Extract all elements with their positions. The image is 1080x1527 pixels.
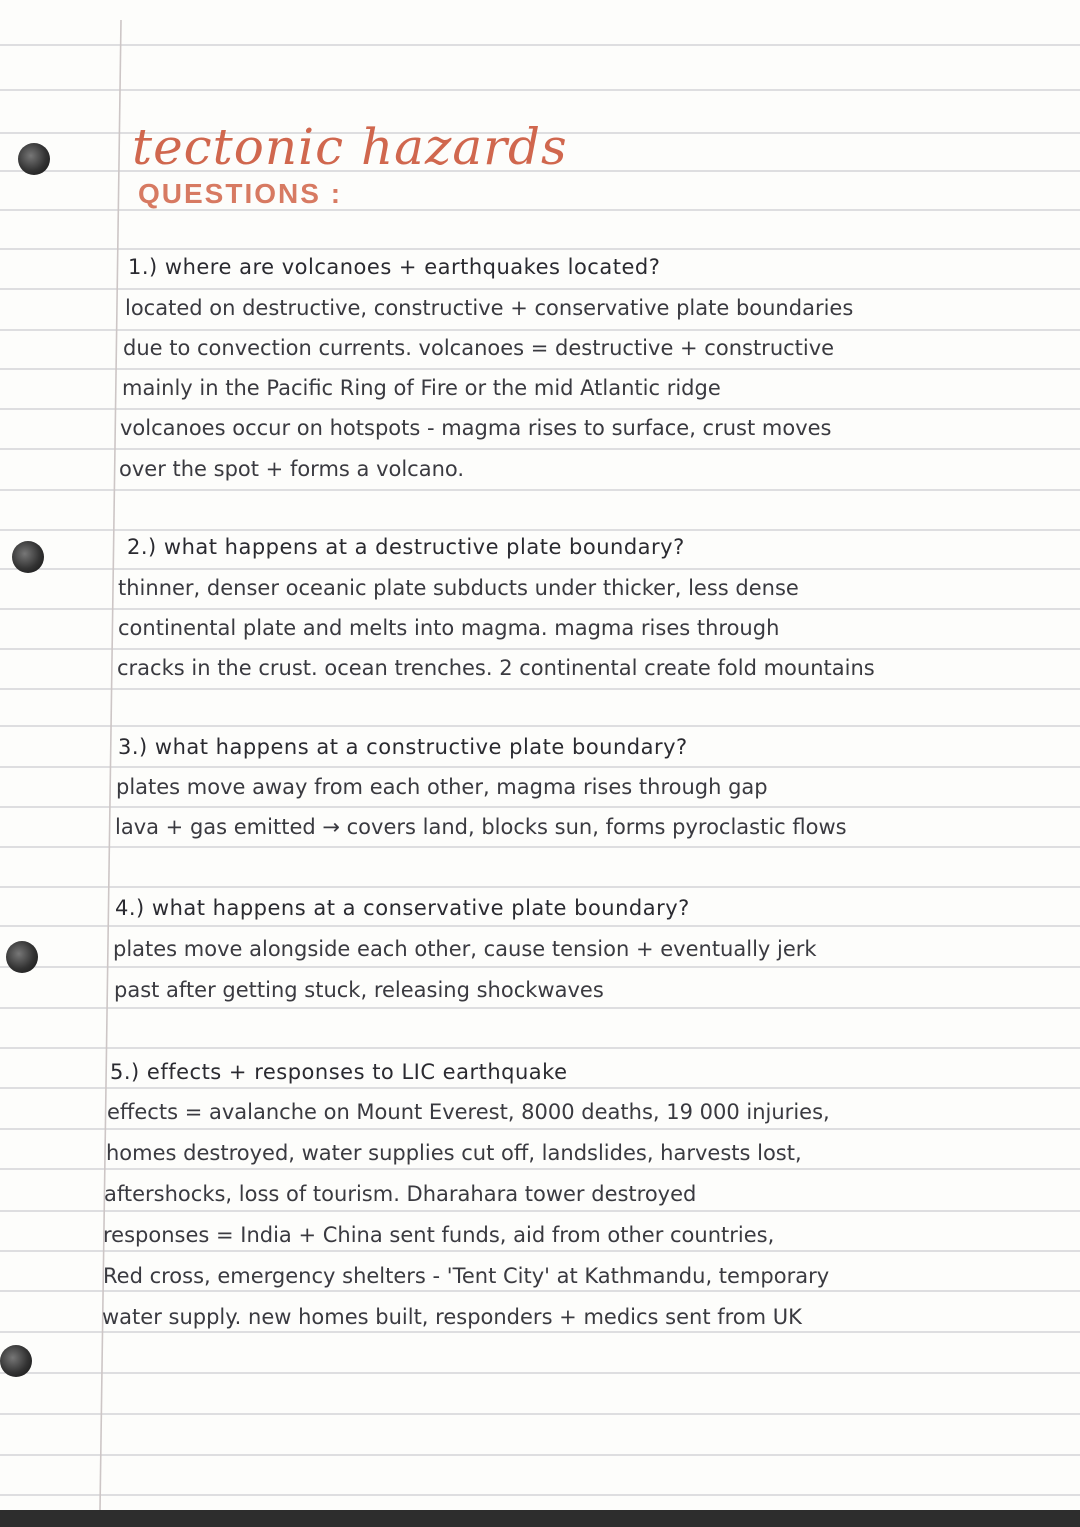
answer-line: cracks in the crust. ocean trenches. 2 continental create fold mountains [117,656,875,680]
answer-line: thinner, denser oceanic plate subducts under thicker, less dense [118,576,799,600]
answer-line: effects = avalanche on Mount Everest, 8000 deaths, 19 000 injuries, [107,1100,830,1124]
answer-line: water supply. new homes built, responders + medics sent from UK [102,1305,802,1329]
answer-line: due to convection currents. volcanoes = destructive + constructive [123,336,835,360]
question-4: 4.) what happens at a conservative plate boundary? [115,896,690,920]
answer-line: continental plate and melts into magma. magma rises through [118,616,780,640]
answer-line: aftershocks, loss of tourism. Dharahara tower destroyed [104,1182,697,1206]
punch-hole [12,541,44,573]
page-subtitle: QUESTIONS : [138,178,343,209]
answer-line: lava + gas emitted → covers land, blocks sun, forms pyroclastic flows [115,815,847,839]
punch-hole [6,941,38,973]
answer-line: located on destructive, constructive + conservative plate boundaries [125,296,854,320]
answer-line: volcanoes occur on hotspots - magma rises to surface, crust moves [120,416,832,440]
answer-line: past after getting stuck, releasing shockwaves [114,978,604,1002]
question-5: 5.) effects + responses to LIC earthquake [110,1060,568,1084]
answer-line: plates move alongside each other, cause tension + eventually jerk [113,937,817,961]
answer-line: homes destroyed, water supplies cut off, landslides, harvests lost, [106,1141,802,1165]
page-title: tectonic hazards [132,118,568,176]
answer-line: mainly in the Pacific Ring of Fire or the mid Atlantic ridge [122,376,721,400]
answer-line: over the spot + forms a volcano. [119,457,465,481]
question-1: 1.) where are volcanoes + earthquakes located? [128,255,661,279]
punch-hole [18,143,50,175]
punch-hole [0,1345,32,1377]
answer-line: responses = India + China sent funds, aid from other countries, [103,1223,775,1247]
answer-line: Red cross, emergency shelters - 'Tent City' at Kathmandu, temporary [103,1264,830,1288]
scan-edge [0,1510,1080,1527]
question-3: 3.) what happens at a constructive plate boundary? [118,735,688,759]
question-2: 2.) what happens at a destructive plate boundary? [127,535,685,559]
answer-line: plates move away from each other, magma rises through gap [116,775,768,799]
